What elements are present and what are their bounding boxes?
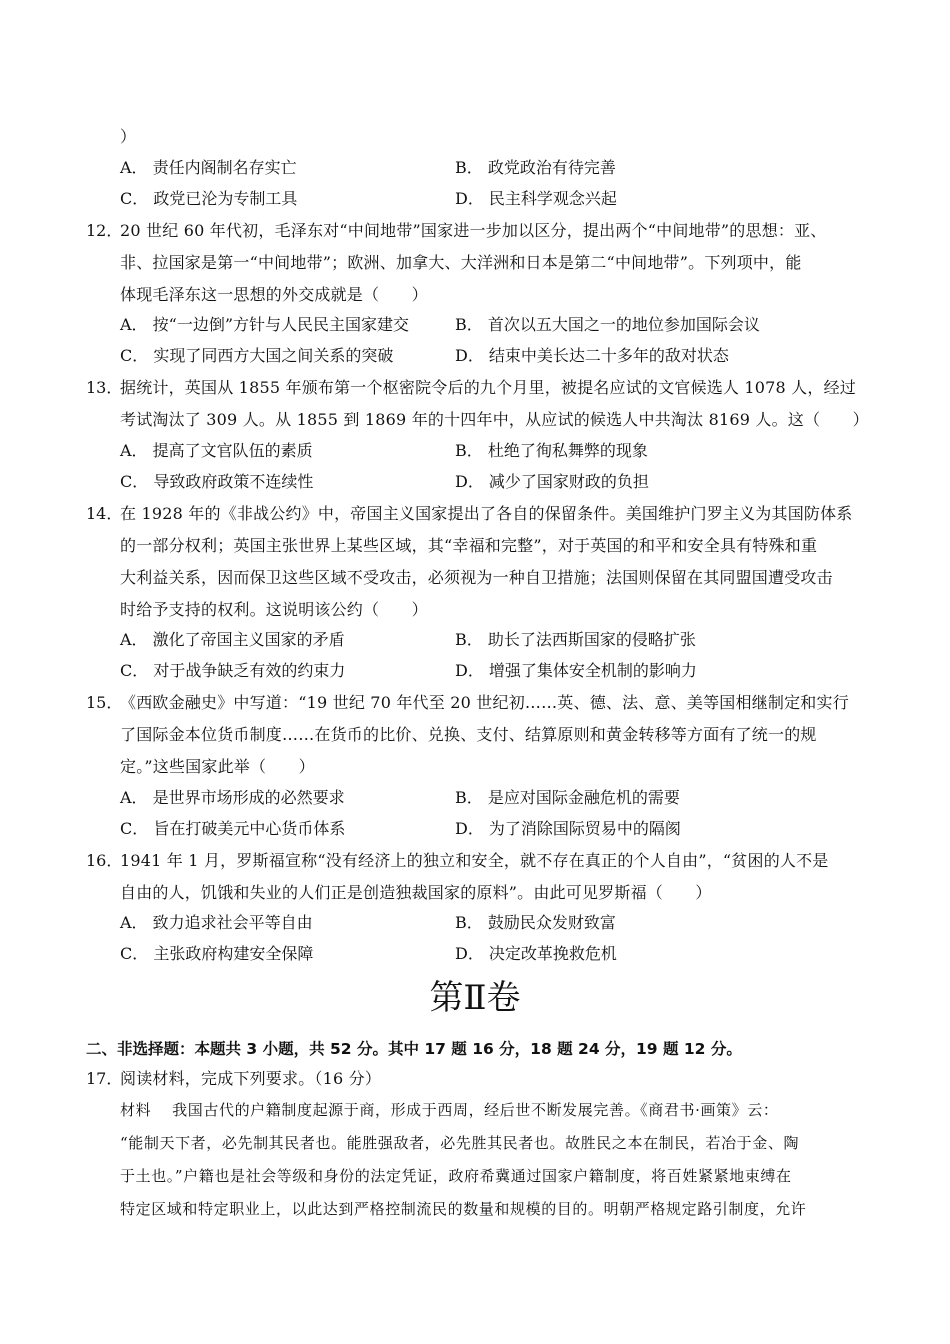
q14-option-d: D． 增强了集体安全机制的影响力 [455,661,697,680]
q14-stem-line: 的一部分权利；英国主张世界上某些区域，其“幸福和完整”，对于英国的和平和安全具有特殊和重 [120,536,818,555]
q16-option-a: A． 致力追求社会平等自由 [120,913,313,932]
q12-option-d: D． 结束中美长达二十多年的敌对状态 [455,346,729,365]
q14-stem-line: 大利益关系，因而保卫这些区域不受攻击，必须视为一种自卫措施；法国则保留在其同盟国遭受攻击 [120,568,833,587]
q13-stem-line: 考试淘汰了 309 人。从 1855 到 1869 年的十四年中，从应试的候选人中共淘汰 8169 人。这（ ） [120,410,869,429]
q15-stem-line: 定。”这些国家此举（ ） [120,757,315,776]
q11-stem-tail: ） [120,127,137,146]
q12-option-b: B． 首次以五大国之一的地位参加国际会议 [455,315,760,334]
q15-option-a: A． 是世界市场形成的必然要求 [120,788,345,807]
q14-option-c: C． 对于战争缺乏有效的约束力 [120,661,346,680]
q16-option-d: D． 决定改革挽救危机 [455,944,617,963]
q17-prompt: 阅读材料，完成下列要求。（16 分） [120,1069,382,1088]
q12-option-a: A． 按“一边倒”方针与人民民主国家建交 [120,315,410,334]
q17-material-line: 材料 我国古代的户籍制度起源于商，形成于西周，经后世不断发展完善。《商君书·画策》云： [120,1101,779,1119]
q15-number: 15． [86,693,123,712]
q13-option-d: D． 减少了国家财政的负担 [455,472,649,491]
part2-title: 第Ⅱ卷 [429,978,521,1018]
q17-material-line: 于土也。”户籍也是社会等级和身份的法定凭证，政府希冀通过国家户籍制度，将百姓紧紧地束缚在 [120,1167,792,1185]
q12-option-c: C． 实现了同西方大国之间关系的突破 [120,346,394,365]
q13-option-b: B． 杜绝了徇私舞弊的现象 [455,441,648,460]
q13-stem-line: 据统计，英国从 1855 年颁布第一个枢密院令后的九个月里，被提名应试的文官候选人 1078 人，经过 [120,378,856,397]
q14-option-a: A． 激化了帝国主义国家的矛盾 [120,630,345,649]
q16-option-b: B． 鼓励民众发财致富 [455,913,616,932]
q13-option-a: A． 提高了文官队伍的素质 [120,441,313,460]
q15-option-c: C． 旨在打破美元中心货币体系 [120,819,346,838]
q14-stem-line: 在 1928 年的《非战公约》中，帝国主义国家提出了各自的保留条件。美国维护门罗主义为其国防体系 [120,504,853,523]
q11-option-a: A． 责任内阁制名存实亡 [120,158,297,177]
q14-option-b: B． 助长了法西斯国家的侵略扩张 [455,630,696,649]
q12-number: 12． [86,221,123,240]
q17-number: 17． [86,1069,123,1088]
q13-number: 13． [86,378,123,397]
q14-number: 14． [86,504,123,523]
q11-option-b: B． 政党政治有待完善 [455,158,616,177]
q12-stem-line: 20 世纪 60 年代初，毛泽东对“中间地带”国家进一步加以区分，提出两个“中间地带”的思想：亚、 [120,221,827,240]
q16-number: 16． [86,851,123,870]
q14-stem-line: 时给予支持的权利。这说明该公约（ ） [120,600,428,619]
q15-stem-line: 了国际金本位货币制度……在货币的比价、兑换、支付、结算原则和黄金转移等方面有了统一的规 [120,725,817,744]
q17-material-line: “能制天下者，必先制其民者也。能胜强敌者，必先胜其民者也。故胜民之本在制民，若冶于金、陶 [120,1134,800,1152]
q15-option-d: D． 为了消除国际贸易中的隔阂 [455,819,681,838]
q16-stem-line: 自由的人，饥饿和失业的人们正是创造独裁国家的原料”。由此可见罗斯福（ ） [120,883,712,902]
q15-option-b: B． 是应对国际金融危机的需要 [455,788,680,807]
q16-stem-line: 1941 年 1 月，罗斯福宣称“没有经济上的独立和安全，就不存在真正的个人自由”，“贫困的人不是 [120,851,829,870]
q15-stem-line: 《西欧金融史》中写道：“19 世纪 70 年代至 20 世纪初……英、德、法、意、美等国相继制定和实行 [120,693,849,712]
q13-option-c: C． 导致政府政策不连续性 [120,472,314,491]
q12-stem-line: 体现毛泽东这一思想的外交成就是（ ） [120,285,428,304]
q11-option-c: C． 政党已沦为专制工具 [120,189,298,208]
q11-option-d: D． 民主科学观念兴起 [455,189,617,208]
section-heading: 二、非选择题：本题共 3 小题，共 52 分。其中 17 题 16 分，18 题 24 分，19 题 12 分。 [86,1040,742,1058]
q17-material-line: 特定区域和特定职业上，以此达到严格控制流民的数量和规模的目的。明朝严格规定路引制度，允许 [120,1200,807,1218]
q16-option-c: C． 主张政府构建安全保障 [120,944,314,963]
q12-stem-line: 非、拉国家是第一“中间地带”；欧洲、加拿大、大洋洲和日本是第二“中间地带”。下列项中，能 [120,253,802,272]
